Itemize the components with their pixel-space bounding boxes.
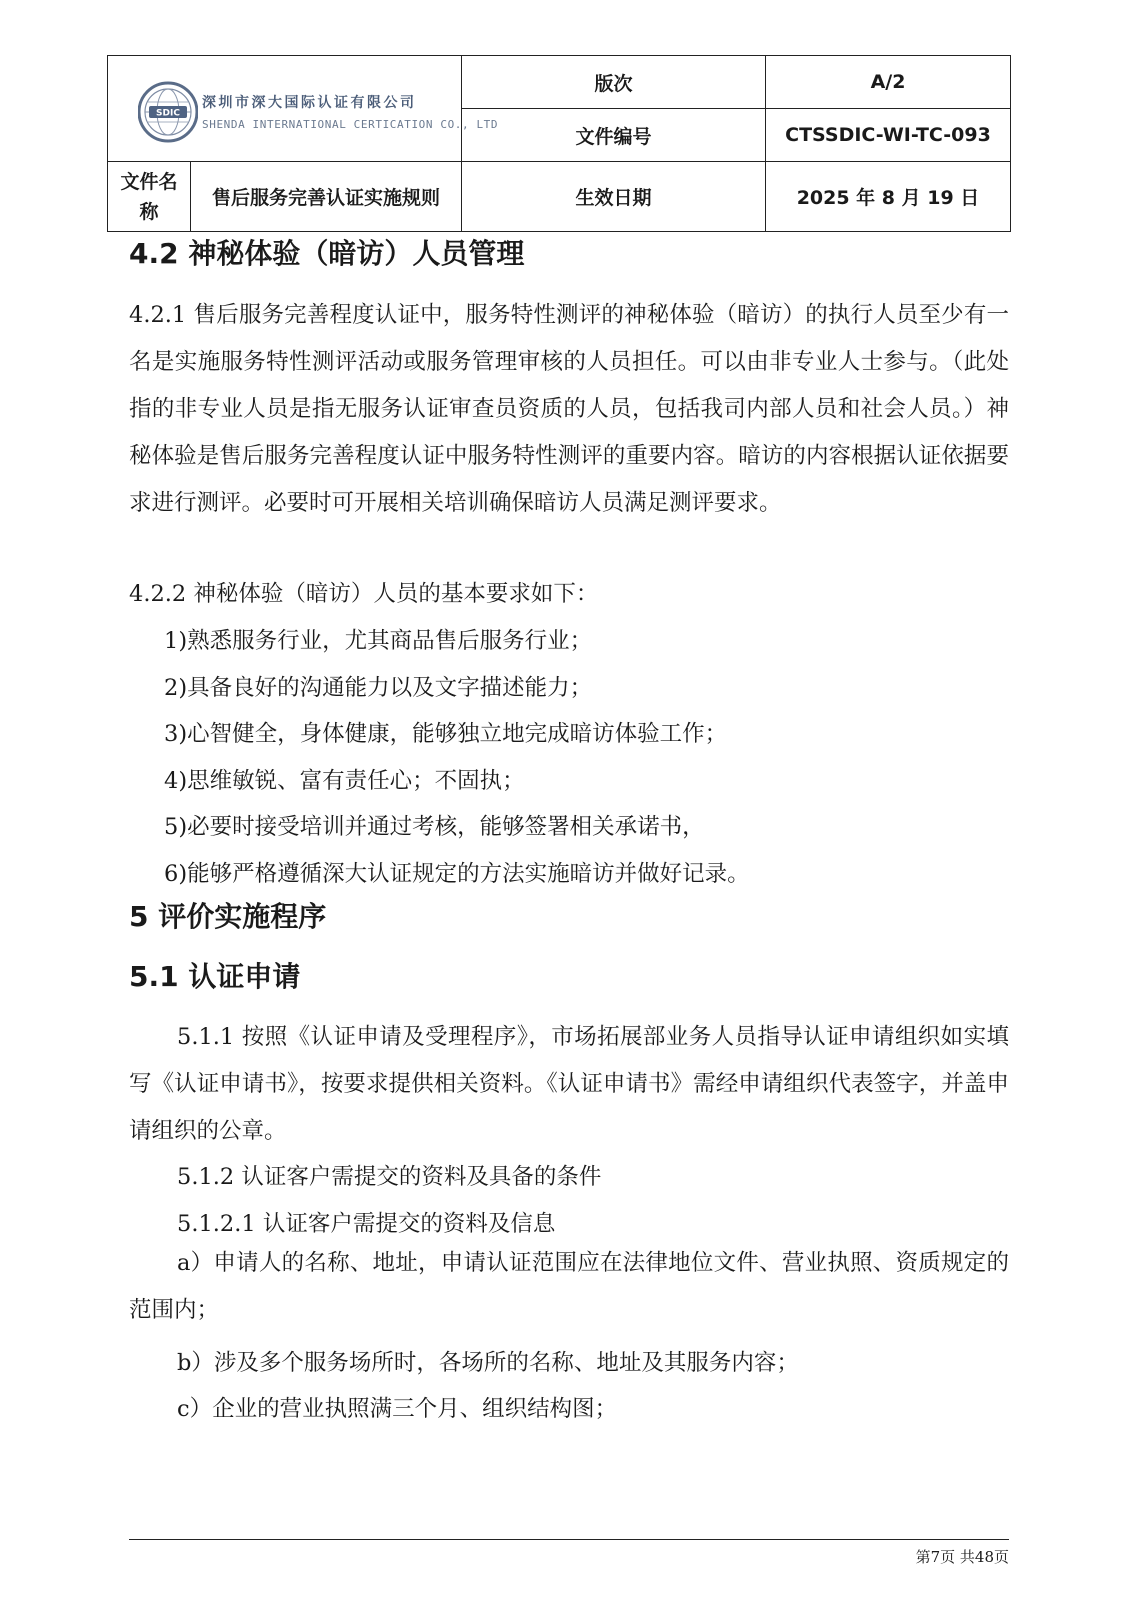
page-number: 第7页 共48页 xyxy=(915,1548,1009,1566)
doc-number-label: 文件编号 xyxy=(462,109,766,162)
company-logo xyxy=(138,78,498,148)
effective-date-value: 2025 年 8 月 19 日 xyxy=(766,162,1011,232)
list-item-b: b）涉及多个服务场所时，各场所的名称、地址及其服务内容； xyxy=(177,1350,799,1376)
requirement-item: 2)具备良好的沟通能力以及文字描述能力； xyxy=(164,675,593,701)
section-heading-5: 5 评价实施程序 xyxy=(129,900,327,933)
company-name-cn: 深圳市深大国际认证有限公司 xyxy=(202,95,417,111)
requirement-item: 5)必要时接受培训并通过考核，能够签署相关承诺书， xyxy=(164,814,705,840)
requirement-item: 1)熟悉服务行业，尤其商品售后服务行业； xyxy=(164,628,593,654)
doc-name-label: 文件名称 xyxy=(108,162,191,232)
section-heading-5-1: 5.1 认证申请 xyxy=(129,960,301,993)
requirement-item: 6)能够严格遵循深大认证规定的方法实施暗访并做好记录。 xyxy=(164,861,750,887)
logo-mark-text: SDIC xyxy=(156,108,180,119)
requirement-item: 4)思维敏锐、富有责任心；不固执； xyxy=(164,768,525,794)
paragraph-4-2-2: 4.2.2 神秘体验（暗访）人员的基本要求如下： xyxy=(129,581,599,607)
document-header-table xyxy=(107,55,1011,232)
company-name-en: SHENDA INTERNATIONAL CERTICATION CO., LTD xyxy=(202,118,499,131)
requirement-item: 3)心智健全，身体健康，能够独立地完成暗访体验工作； xyxy=(164,721,728,747)
footer-divider xyxy=(129,1539,1009,1540)
version-value: A/2 xyxy=(766,56,1011,109)
paragraph-5-1-1: 5.1.1 按照《认证申请及受理程序》，市场拓展部业务人员指导认证申请组织如实填写《认证申请书》，按要求提供相关资料。《认证申请书》需经申请组织代表签字，并盖申请组织的公章。 xyxy=(129,1024,1009,1144)
paragraph-5-1-2: 5.1.2 认证客户需提交的资料及具备的条件 xyxy=(177,1164,602,1190)
effective-date-label: 生效日期 xyxy=(462,162,766,232)
version-label: 版次 xyxy=(462,56,766,109)
section-heading-4-2: 4.2 神秘体验（暗访）人员管理 xyxy=(129,237,525,270)
doc-number-value: CTSSDIC-WI-TC-093 xyxy=(766,109,1011,162)
company-logo-cell xyxy=(108,56,499,162)
paragraph-5-1-2-1: 5.1.2.1 认证客户需提交的资料及信息 xyxy=(177,1211,556,1237)
list-item-a: a）申请人的名称、地址，申请认证范围应在法律地位文件、营业执照、资质规定的范围内； xyxy=(129,1250,1009,1323)
list-item-c: c）企业的营业执照满三个月、组织结构图； xyxy=(177,1396,618,1422)
paragraph-4-2-1: 4.2.1 售后服务完善程度认证中，服务特性测评的神秘体验（暗访）的执行人员至少有一名是实施服务特性测评活动或服务管理审核的人员担任。可以由非专业人士参与。（此处指的非专业人员是指无服务认证审查员资质的人员，包括我司内部人员和社会人员。）神秘体验是售后服务完善程度认证中服务特性测评的重要内容。暗访的内容根据认证依据要求进行测评。必要时可开展相关培训确保暗访人员满足测评要求。 xyxy=(129,302,1009,516)
doc-name-value: 售后服务完善认证实施规则 xyxy=(191,162,462,232)
certification-globe-logo-icon xyxy=(138,80,198,144)
